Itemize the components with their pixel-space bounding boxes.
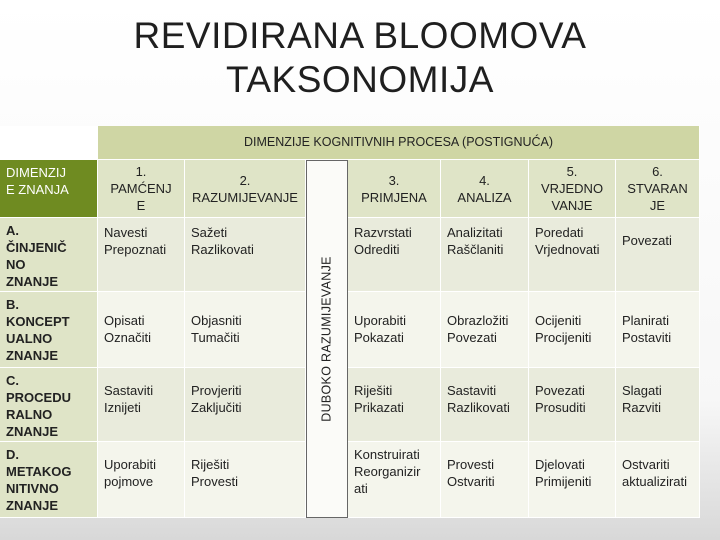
table-cell: Uporabiti pojmove — [98, 442, 185, 518]
table-cell: Sastaviti Razlikovati — [441, 368, 529, 442]
table-cell: Povezati — [616, 218, 700, 292]
taxonomy-table — [0, 126, 720, 518]
row-header-conceptual: B. KONCEPT UALNO ZNANJE — [0, 292, 98, 368]
table-cell: Obrazložiti Povezati — [441, 292, 529, 368]
table-cell: Povezati Prosuditi — [529, 368, 616, 442]
table-cell: Opisati Označiti — [98, 292, 185, 368]
table-cell: Sažeti Razlikovati — [185, 218, 306, 292]
column-header-evaluate: 5. VRJEDNO VANJE — [529, 160, 616, 218]
table-cell: Ocijeniti Procijeniti — [529, 292, 616, 368]
row-header-factual: A. ČINJENIČ NO ZNANJE — [0, 218, 98, 292]
knowledge-dimension-header: DIMENZIJ E ZNANJA — [0, 160, 98, 218]
table-cell: Riješiti Prikazati — [348, 368, 441, 442]
table-cell: Analizitati Raščlaniti — [441, 218, 529, 292]
column-header-create: 6. STVARAN JE — [616, 160, 700, 218]
table-cell: Uporabiti Pokazati — [348, 292, 441, 368]
column-header-remember: 1. PAMĆENJ E — [98, 160, 185, 218]
table-cell: Djelovati Primijeniti — [529, 442, 616, 518]
table-cell: Riješiti Provesti — [185, 442, 306, 518]
column-header-understand: 2. RAZUMIJEVANJE — [185, 160, 306, 218]
column-header-analyze: 4. ANALIZA — [441, 160, 529, 218]
table-cell: Provjeriti Zaključiti — [185, 368, 306, 442]
page-title: REVIDIRANA BLOOMOVA TAKSONOMIJA — [133, 15, 587, 100]
row-header-metacognitive: D. METAKOG NITIVNO ZNANJE — [0, 442, 98, 518]
table-cell: Objasniti Tumačiti — [185, 292, 306, 368]
table-corner-blank — [0, 126, 98, 160]
table-cell: Navesti Prepoznati — [98, 218, 185, 292]
column-header-apply: 3. PRIMJENA — [348, 160, 441, 218]
table-cell: Provesti Ostvariti — [441, 442, 529, 518]
table-cell: Slagati Razviti — [616, 368, 700, 442]
row-header-procedural: C. PROCEDU RALNO ZNANJE — [0, 368, 98, 442]
table-cell: Poredati Vrjednovati — [529, 218, 616, 292]
cognitive-process-header: DIMENZIJE KOGNITIVNIH PROCESA (POSTIGNUĆA) — [98, 126, 700, 160]
table-cell: Razvrstati Odrediti — [348, 218, 441, 292]
table-cell: Planirati Postaviti — [616, 292, 700, 368]
table-cell: Konstruirati Reorganizir ati — [348, 442, 441, 518]
table-cell: Ostvariti aktualizirati — [616, 442, 700, 518]
table-cell: Sastaviti Iznijeti — [98, 368, 185, 442]
deep-understanding-label: DUBOKO RAZUMIJEVANJE — [319, 256, 334, 422]
deep-understanding-band — [306, 160, 348, 518]
